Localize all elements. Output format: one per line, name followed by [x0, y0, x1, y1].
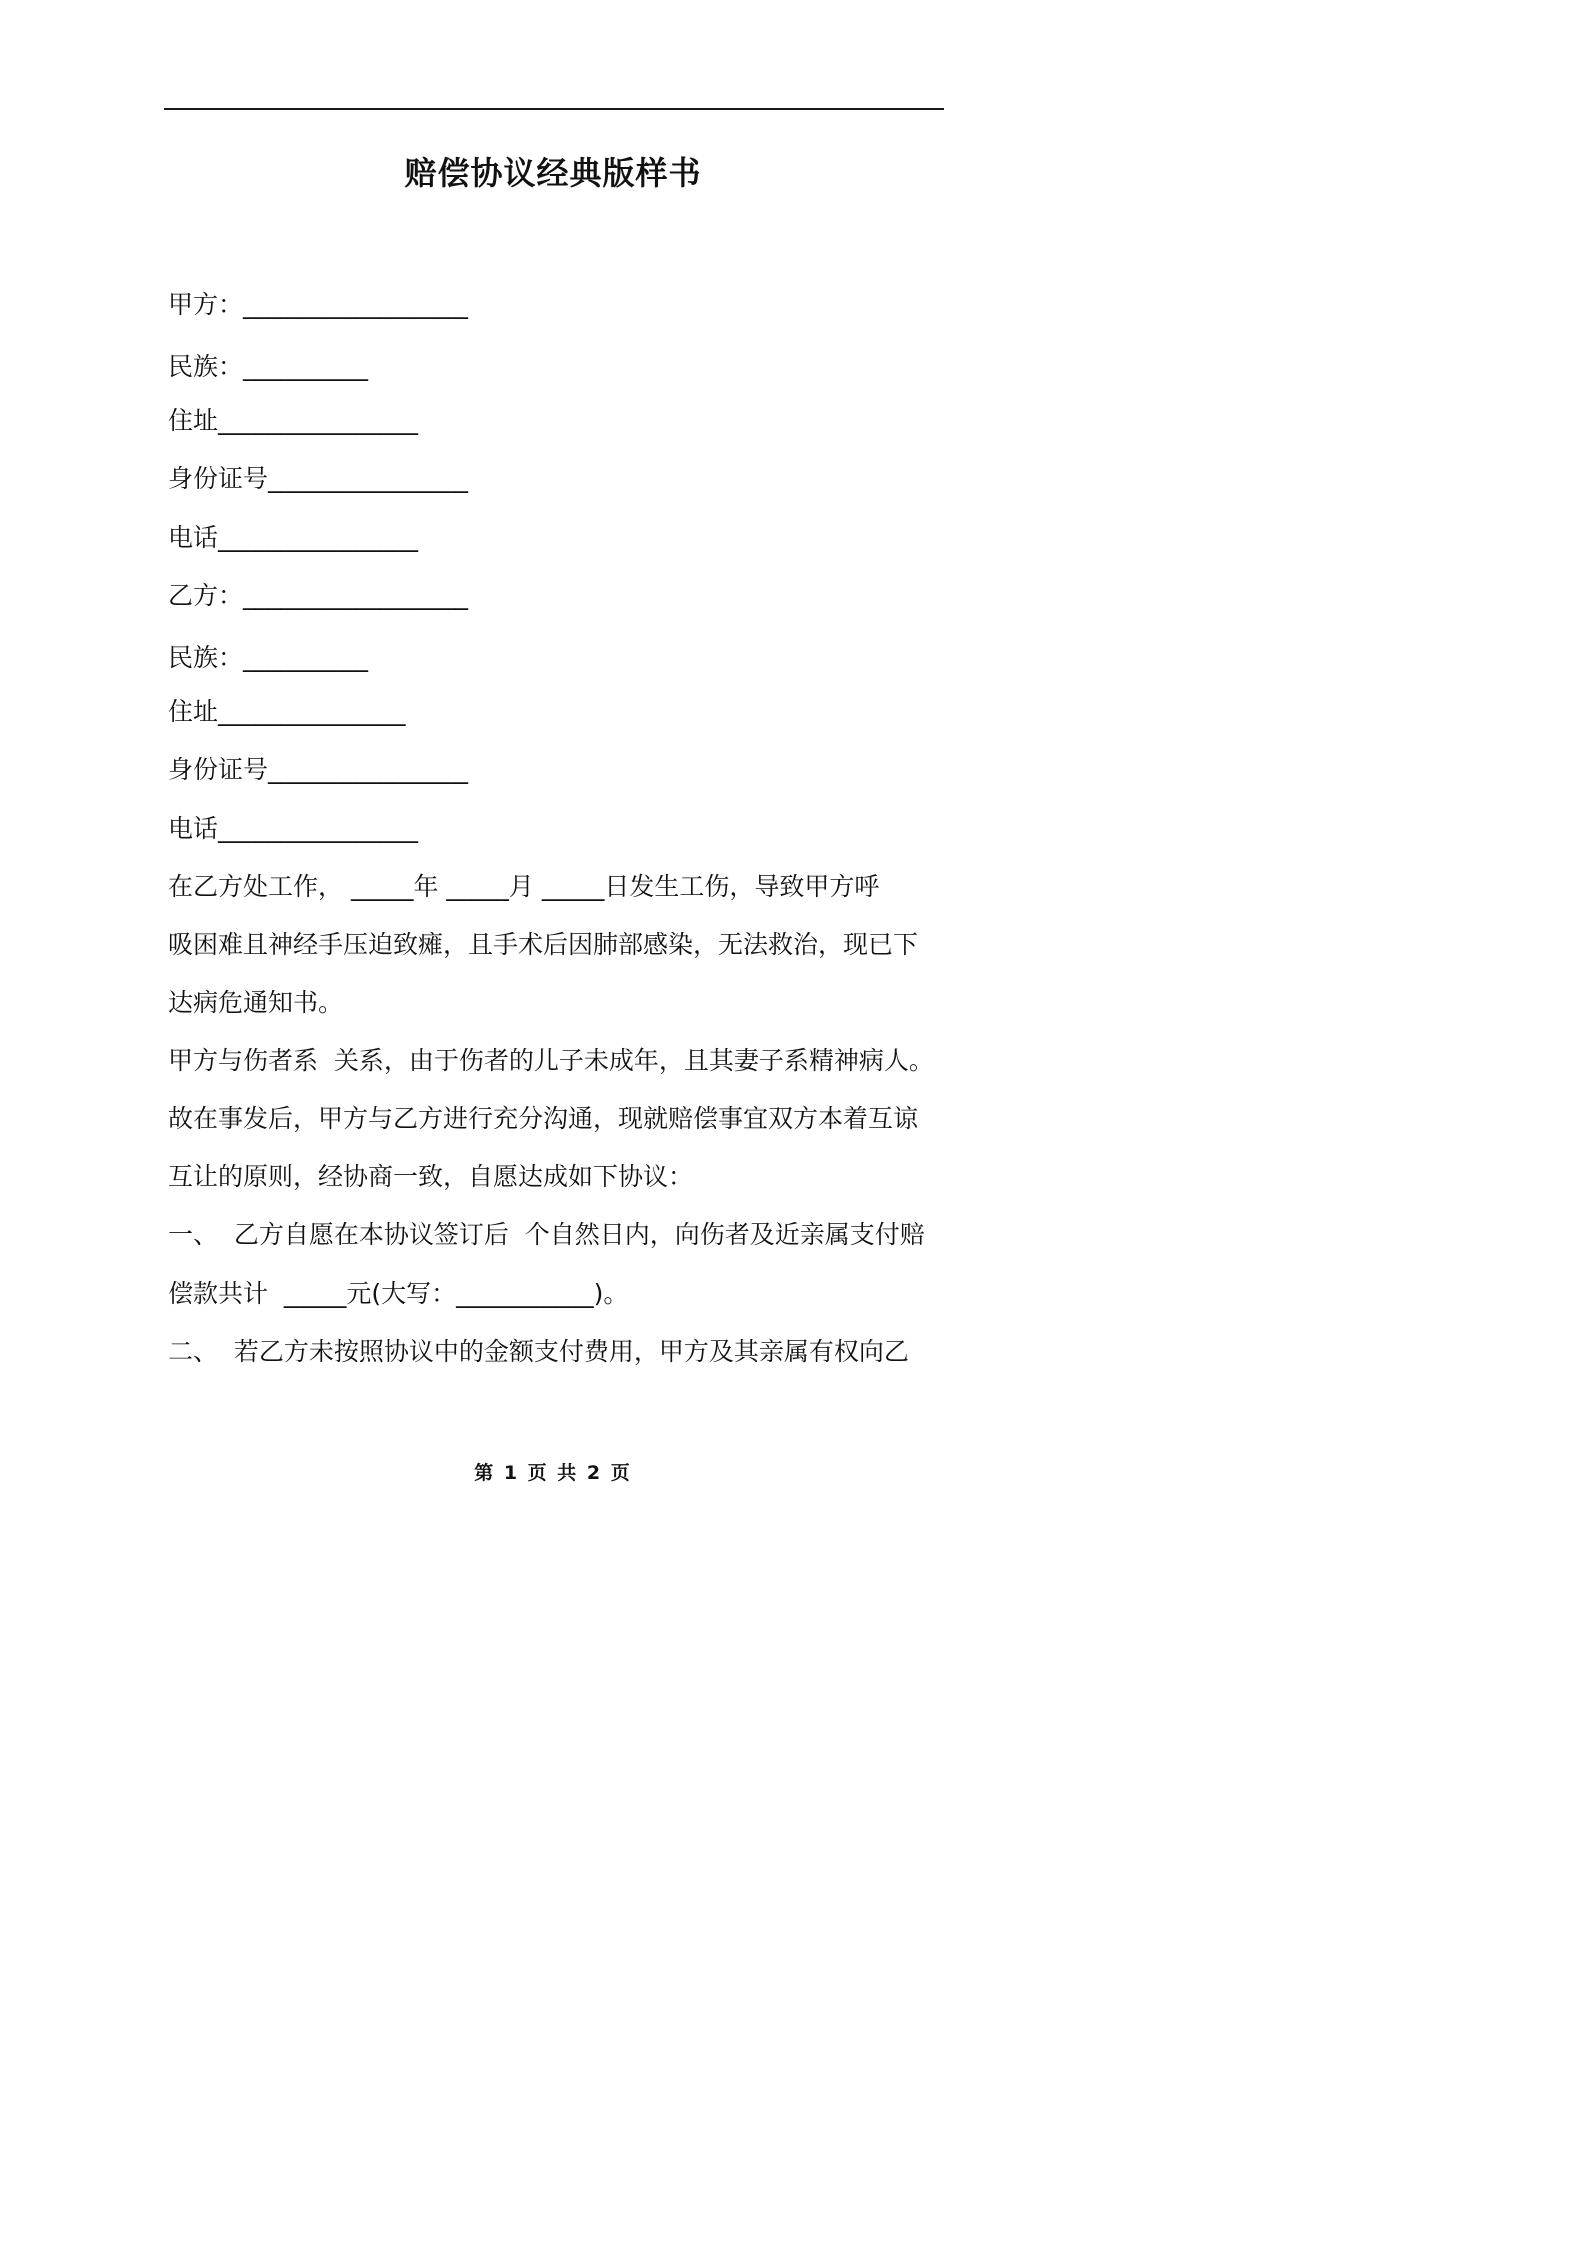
body-line: 达病危通知书。: [168, 988, 344, 1017]
body-line: 吸困难且神经手压迫致瘫，且手术后因肺部感染，无法救治，现已下: [168, 930, 919, 959]
party-a-address: 住址________________: [168, 406, 419, 435]
clause-one-line: 偿款共计 _____元(大写：___________)。: [168, 1279, 629, 1308]
party-a-ethnicity: 民族：__________: [168, 352, 369, 381]
clause-one-line: 一、 乙方自愿在本协议签订后 个自然日内，向伤者及近亲属支付赔: [168, 1220, 925, 1249]
document-title: 赔偿协议经典版样书: [404, 154, 702, 192]
body-line: 在乙方处工作， _____年 _____月 _____日发生工伤，导致甲方呼: [168, 872, 880, 901]
party-b-phone: 电话________________: [168, 814, 419, 843]
party-b-name: 乙方：__________________: [168, 581, 469, 610]
body-line: 互让的原则，经协商一致，自愿达成如下协议：: [168, 1162, 694, 1191]
header-rule: [164, 108, 944, 110]
party-b-address: 住址_______________: [168, 697, 406, 726]
body-line: 故在事发后，甲方与乙方进行充分沟通，现就赔偿事宜双方本着互谅: [168, 1104, 919, 1133]
body-line: 甲方与伤者系 关系，由于伤者的儿子未成年，且其妻子系精神病人。: [168, 1046, 934, 1075]
clause-two-line: 二、 若乙方未按照协议中的金额支付费用，甲方及其亲属有权向乙: [168, 1337, 909, 1366]
party-a-phone: 电话________________: [168, 523, 419, 552]
party-a-name: 甲方：__________________: [168, 290, 469, 319]
party-a-id-number: 身份证号________________: [168, 464, 469, 493]
party-b-id-number: 身份证号________________: [168, 755, 469, 784]
party-b-ethnicity: 民族：__________: [168, 643, 369, 672]
page-number: 第 1 页 共 2 页: [474, 1462, 632, 1484]
